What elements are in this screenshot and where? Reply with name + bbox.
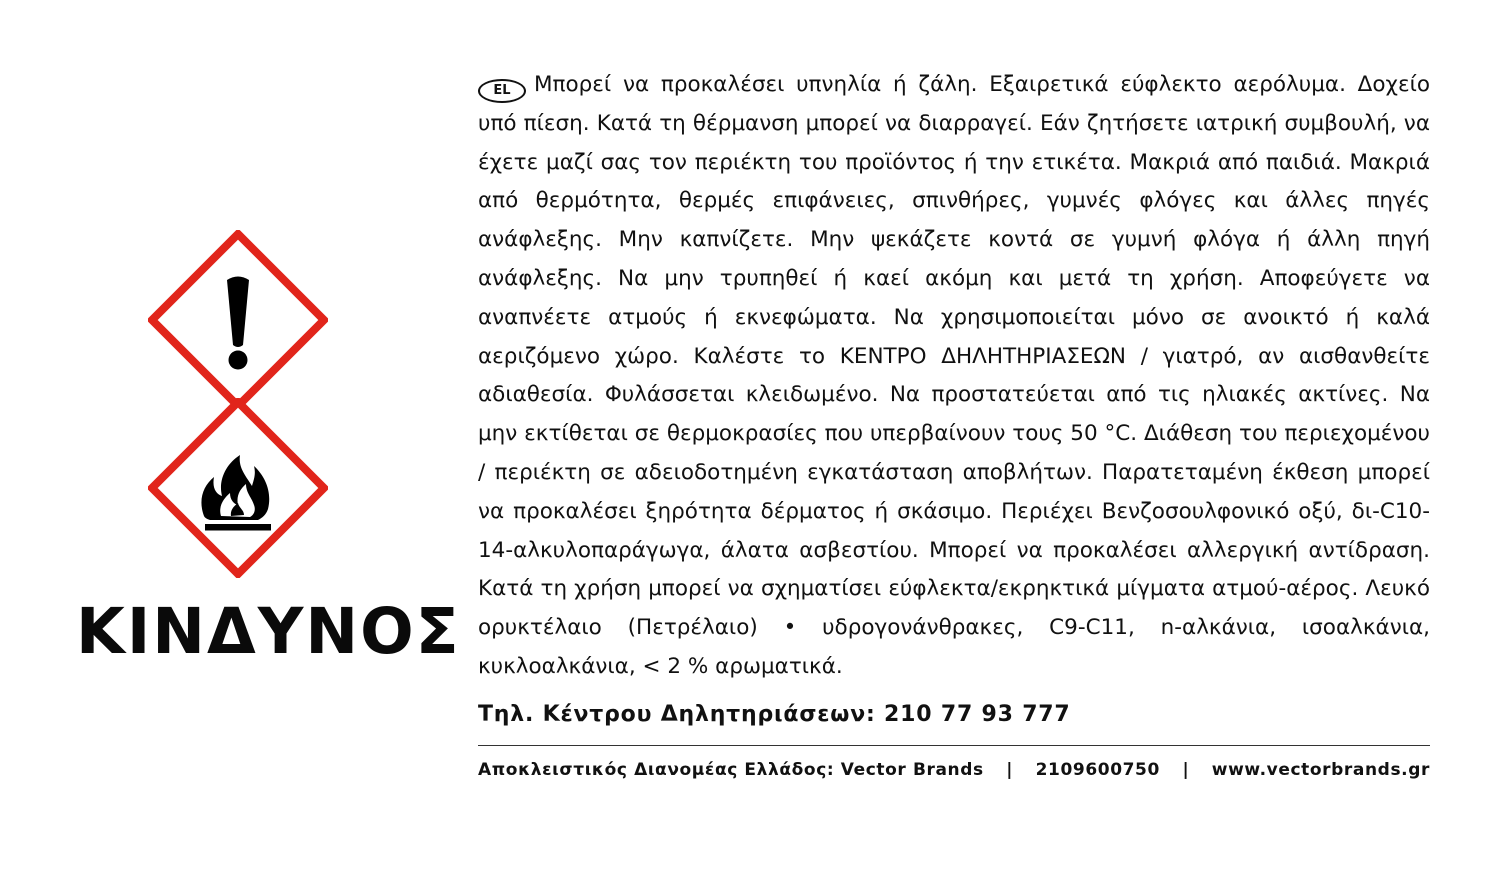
footer-separator: | (1006, 759, 1014, 780)
hazard-statements (478, 66, 1430, 687)
footer-separator: | (1182, 759, 1190, 780)
label-text-panel (478, 66, 1430, 784)
signal-word: ΚΙΝΔΥΝΟΣ (76, 595, 461, 668)
poison-center-phone: Τηλ. Κέντρου Δηλητηριάσεων: 210 77 93 777 (478, 701, 1071, 727)
distributor-phone: 2109600750 (1035, 759, 1160, 780)
distributor-name: Αποκλειστικός Διανομέας Ελλάδος: Vector Brands (478, 759, 984, 780)
ghs-pictograms (148, 230, 328, 575)
language-badge: EL (478, 79, 526, 103)
divider (478, 745, 1430, 746)
hazard-panel (70, 225, 461, 695)
distributor-website: www.vectorbrands.gr (1211, 759, 1430, 780)
distributor-footer (478, 756, 1430, 784)
exclamation-mark-icon (148, 230, 328, 410)
hazard-statements-text: Μπορεί να προκαλέσει υπνηλία ή ζάλη. Εξαιρετικά εύφλεκτο αερόλυμα. Δοχείο υπό πίεση. Κατά τη θέρμανση μπορεί να διαρραγεί. Εάν ζητήσετε ιατρική συμβουλή, να έχετε μαζί σας τον περιέκτη του προϊόντος ή την ετικέτα. Μακριά από παιδιά. Μακριά από θερμότητα, θερμές επιφάνειες, σπινθήρες, γυμνές φλόγες και άλλες πηγές ανάφλεξης. Μην καπνίζετε. Μην ψεκάζετε κοντά σε γυμνή φλόγα ή άλλη πηγή ανάφλεξης. Να μην τρυπηθεί ή καεί ακόμη και μετά τη χρήση. Αποφεύγετε να αναπνέετε ατμούς ή εκνεφώματα. Να χρησιμοποιείται μόνο σε ανοικτό ή καλά αεριζόμενο χώρο. Καλέστε το ΚΕΝΤΡΟ ΔΗΛΗΤΗΡΙΑΣΕΩΝ / γιατρό, αν αισθανθείτε αδιαθεσία. Φυλάσσεται κλειδωμένο. Να προστατεύεται από τις ηλιακές ακτίνες. Να μην εκτίθεται σε θερμοκρασίες που υπερβαίνουν τους 50 °C. Διάθεση του περιεχομένου / περιέκτη σε αδειοδοτημένη εγκατάσταση αποβλήτων. Παρατεταμένη έκθεση μπορεί να προκαλέσει ξηρότητα δέρματος ή σκάσιμο. Περιέχει Βενζοσουλφονικό οξύ, δι-C10-14-αλκυλοπαράγωγα, άλατα ασβεστίου. Μπορεί να προκαλέσει αλλεργική αντίδραση. Κατά τη χρήση μπορεί να σχηματίσει εύφλεκτα/εκρηκτικά μίγματα ατμού-αέρος. Λευκό ορυκτέλαιο (Πετρέλαιο) • υδρογονάνθρακες, C9-C11, n-αλκάνια, ισοαλκάνια, κυκλοαλκάνια, < 2 % αρωματικά. (478, 72, 1430, 679)
flame-icon (148, 398, 328, 578)
